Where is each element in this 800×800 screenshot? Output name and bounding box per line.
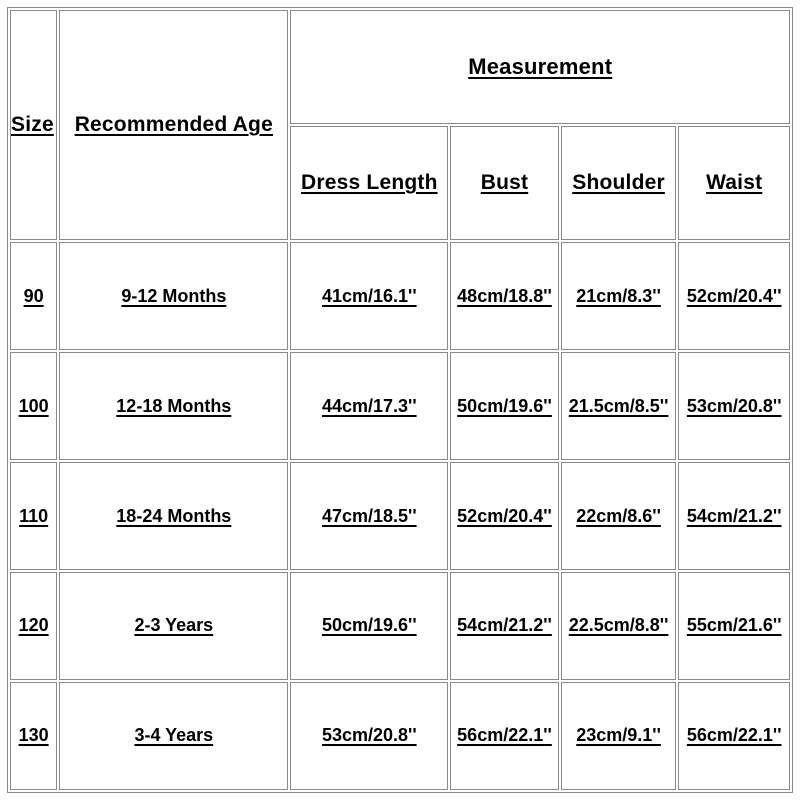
table-row	[10, 682, 790, 790]
waist-cell: 55cm/21.6''	[678, 572, 790, 680]
size-cell: 110	[10, 462, 57, 570]
age-cell: 3-4 Years	[59, 682, 288, 790]
dress-length-header: Dress Length	[290, 126, 448, 240]
table-row	[10, 242, 790, 350]
header-row-top	[10, 10, 790, 124]
shoulder-cell: 23cm/9.1''	[561, 682, 677, 790]
age-cell: 9-12 Months	[59, 242, 288, 350]
bust-cell: 54cm/21.2''	[450, 572, 559, 680]
age-cell: 2-3 Years	[59, 572, 288, 680]
shoulder-cell: 21cm/8.3''	[561, 242, 677, 350]
measurement-header: Measurement	[290, 10, 790, 124]
shoulder-cell: 22.5cm/8.8''	[561, 572, 677, 680]
size-cell: 130	[10, 682, 57, 790]
age-cell: 12-18 Months	[59, 352, 288, 460]
dress-length-cell: 47cm/18.5''	[290, 462, 448, 570]
age-cell: 18-24 Months	[59, 462, 288, 570]
shoulder-cell: 21.5cm/8.5''	[561, 352, 677, 460]
shoulder-header: Shoulder	[561, 126, 677, 240]
table-row	[10, 462, 790, 570]
bust-cell: 52cm/20.4''	[450, 462, 559, 570]
shoulder-cell: 22cm/8.6''	[561, 462, 677, 570]
size-cell: 120	[10, 572, 57, 680]
table-row	[10, 572, 790, 680]
dress-length-cell: 44cm/17.3''	[290, 352, 448, 460]
table-row	[10, 352, 790, 460]
bust-cell: 56cm/22.1''	[450, 682, 559, 790]
size-chart-table	[7, 7, 793, 793]
waist-cell: 52cm/20.4''	[678, 242, 790, 350]
size-cell: 100	[10, 352, 57, 460]
recommended-age-header: Recommended Age	[59, 10, 288, 240]
dress-length-cell: 53cm/20.8''	[290, 682, 448, 790]
dress-length-cell: 41cm/16.1''	[290, 242, 448, 350]
bust-cell: 50cm/19.6''	[450, 352, 559, 460]
dress-length-cell: 50cm/19.6''	[290, 572, 448, 680]
waist-header: Waist	[678, 126, 790, 240]
waist-cell: 54cm/21.2''	[678, 462, 790, 570]
bust-header: Bust	[450, 126, 559, 240]
size-cell: 90	[10, 242, 57, 350]
waist-cell: 56cm/22.1''	[678, 682, 790, 790]
size-header: Size	[10, 10, 57, 240]
waist-cell: 53cm/20.8''	[678, 352, 790, 460]
bust-cell: 48cm/18.8''	[450, 242, 559, 350]
